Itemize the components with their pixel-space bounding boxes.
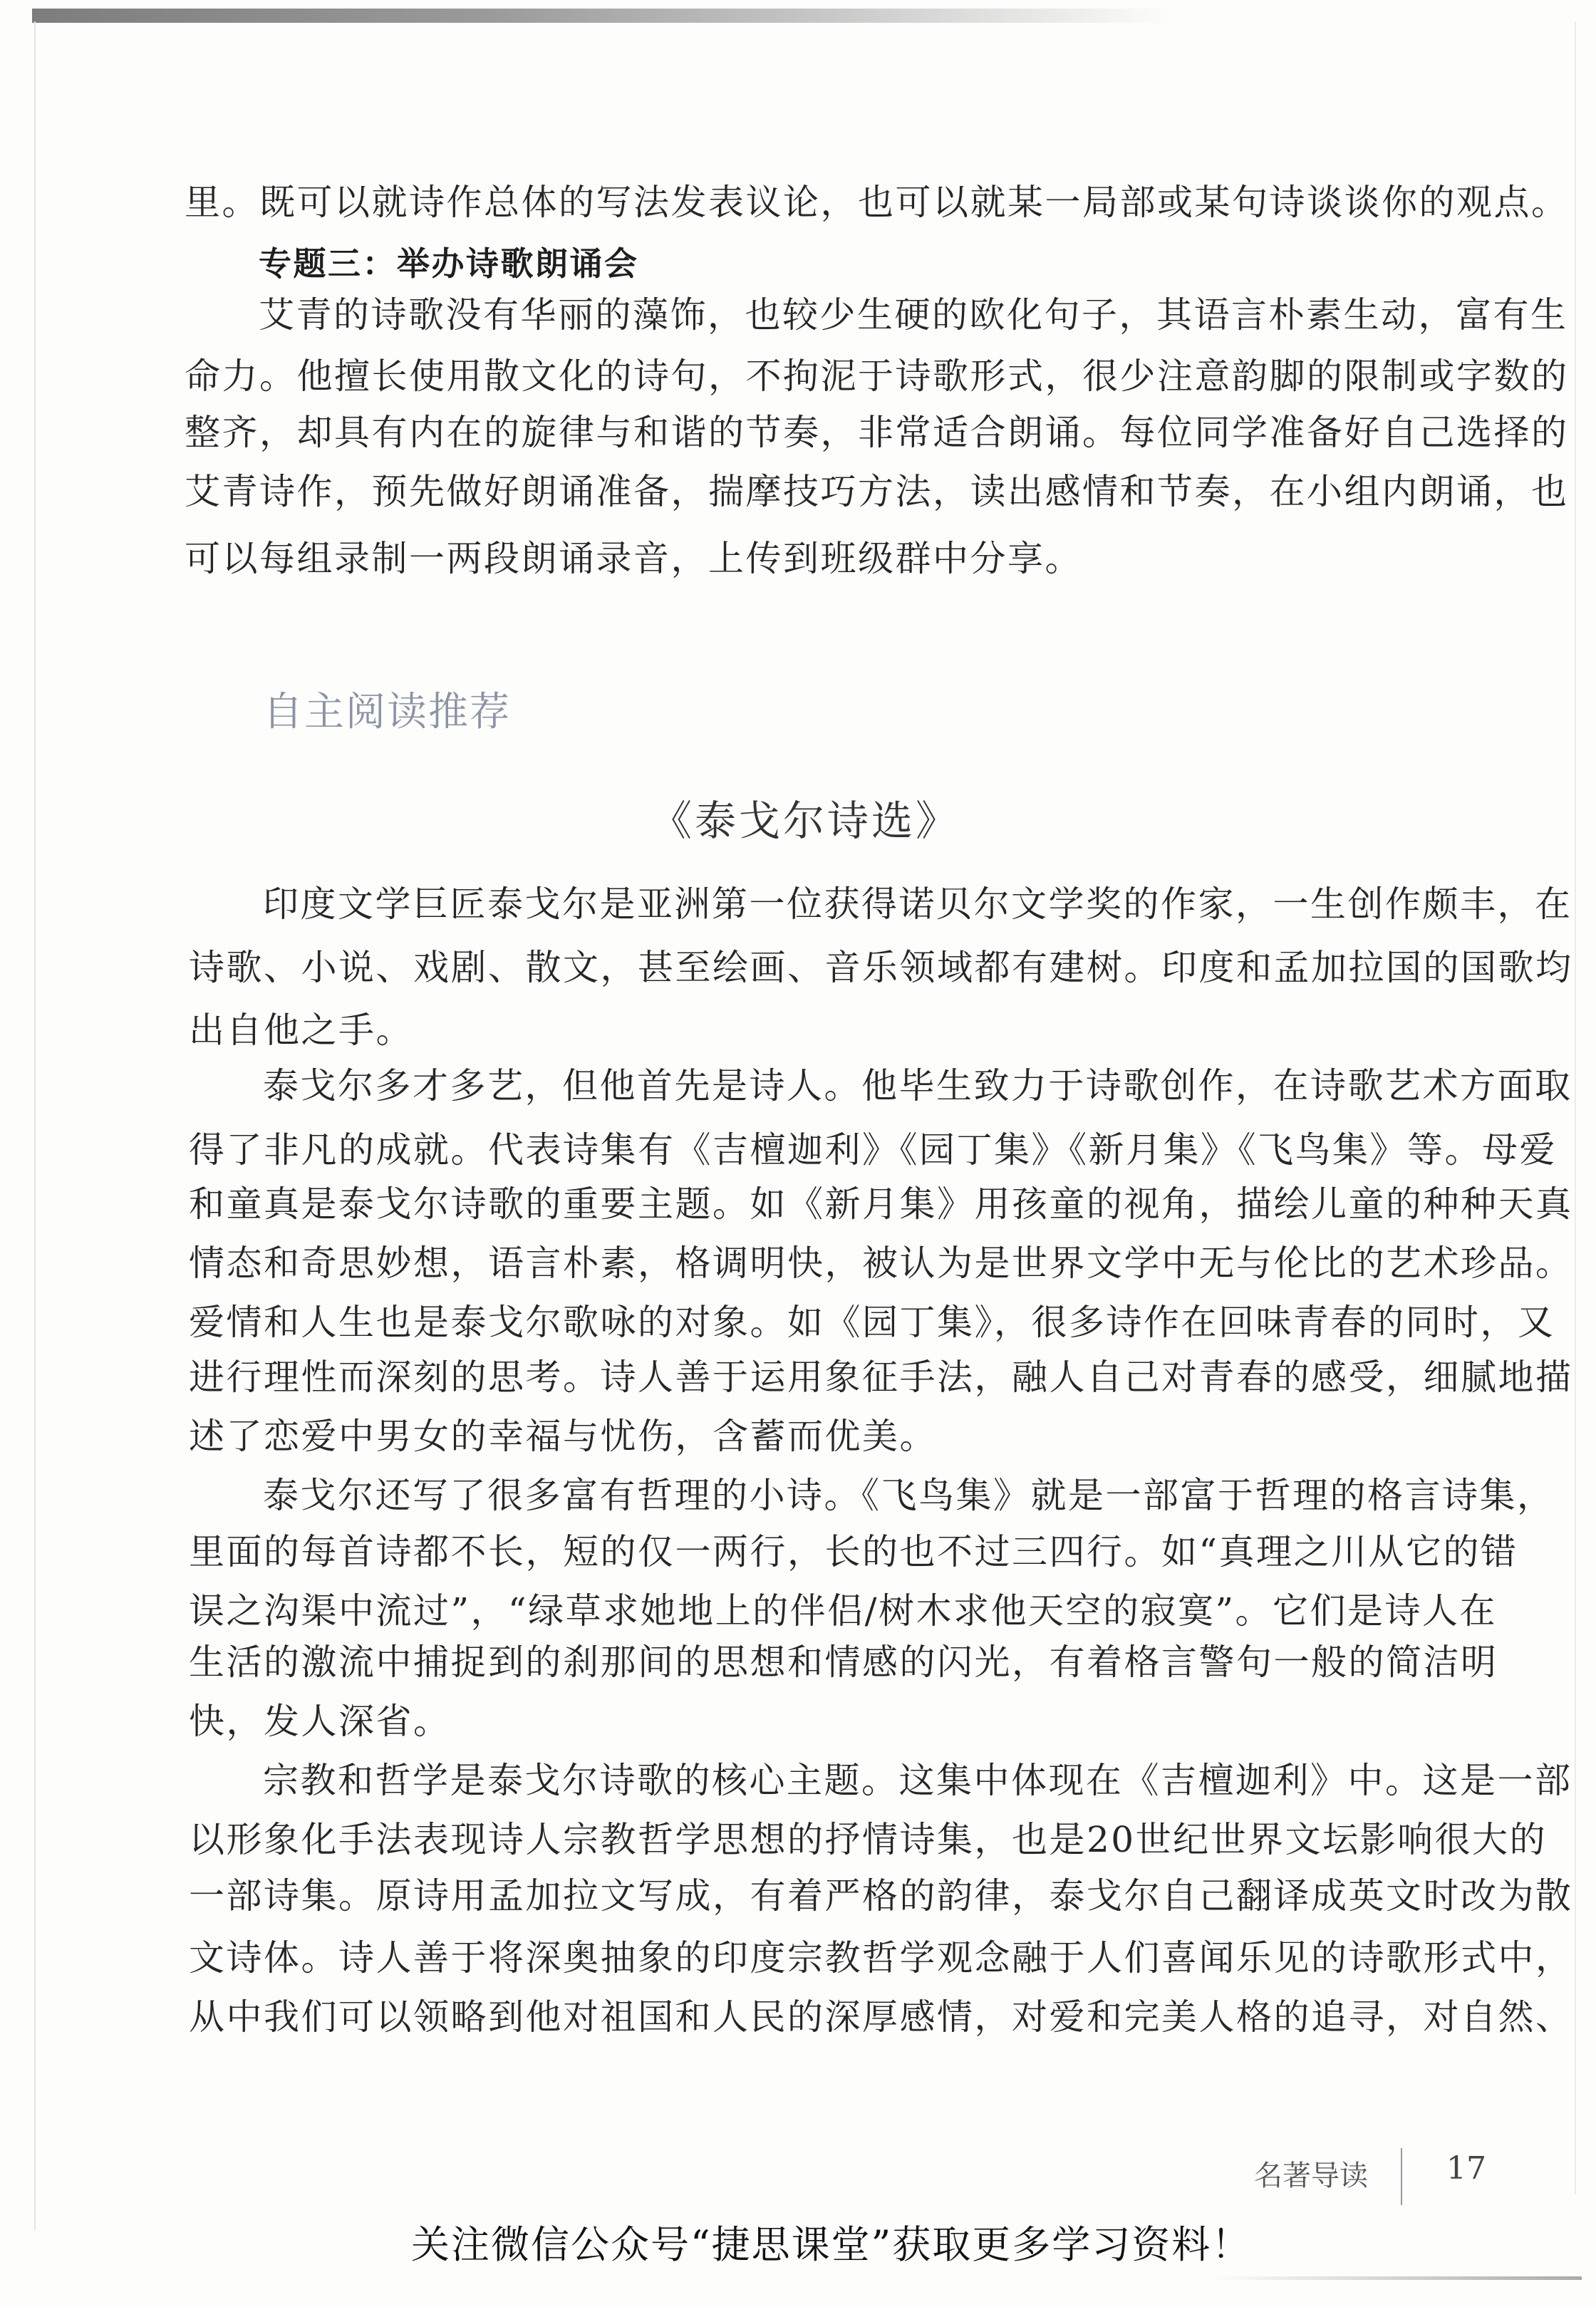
text-line: 艾青诗作，预先做好朗诵准备，揣摩技巧方法，读出感情和节奏，在小组内朗诵，也 (185, 471, 1569, 512)
text-line: 印度文学巨匠泰戈尔是亚洲第一位获得诺贝尔文学奖的作家，一生创作颇丰，在 (263, 883, 1572, 925)
text-line: 进行理性而深刻的思考。诗人善于运用象征手法，融人自己对青春的感受，细腻地描 (189, 1357, 1573, 1398)
footer-section-label: 名著导读 (1254, 2160, 1368, 2192)
page-right-edge (1575, 21, 1576, 2194)
text-line: 里面的每首诗都不长，短的仅一两行，长的也不过三四行。如“真理之川从它的错 (189, 1531, 1518, 1572)
page-number: 17 (1446, 2150, 1486, 2187)
watermark-notice: 关注微信公众号“捷思课堂”获取更多学习资料！ (411, 2222, 1252, 2267)
text-line: 情态和奇思妙想，语言朴素，格调明快，被认为是世界文学中无与伦比的艺术珍品。 (189, 1243, 1573, 1284)
page-left-edge (34, 21, 36, 2230)
text-line: 泰戈尔多才多艺，但他首先是诗人。他毕生致力于诗歌创作，在诗歌艺术方面取 (263, 1065, 1572, 1106)
text-line: 和童真是泰戈尔诗歌的重要主题。如《新月集》用孩童的视角，描绘儿童的种种天真 (189, 1183, 1573, 1225)
text-line: 生活的激流中捕捉到的刹那间的思想和情感的闪光，有着格言警句一般的简洁明 (189, 1642, 1498, 1683)
topic-heading: 专题三：举办诗歌朗诵会 (259, 244, 639, 283)
section-heading: 自主阅读推荐 (263, 689, 511, 735)
text-line: 爱情和人生也是泰戈尔歌咏的对象。如《园丁集》，很多诗作在回味青春的同时，又 (189, 1302, 1555, 1343)
text-line: 以形象化手法表现诗人宗教哲学思想的抒情诗集，也是20世纪世界文坛影响很大的 (189, 1819, 1548, 1860)
book-title: 《泰戈尔诗选》 (650, 797, 960, 845)
text-line: 艾青的诗歌没有华丽的藻饰，也较少生硬的欧化句子，其语言朴素生动，富有生 (259, 294, 1568, 336)
text-line: 整齐，却具有内在的旋律与和谐的节奏，非常适合朗诵。每位同学准备好自己选择的 (185, 412, 1569, 453)
text-line: 出自他之手。 (189, 1010, 413, 1051)
text-line: 一部诗集。原诗用孟加拉文写成，有着严格的韵律，泰戈尔自己翻译成英文时改为散 (189, 1875, 1573, 1917)
text-line: 误之沟渠中流过”，“绿草求她地上的伴侣/树木求他天空的寂寞”。它们是诗人在 (189, 1590, 1498, 1632)
text-line: 文诗体。诗人善于将深奥抽象的印度宗教哲学观念融于人们喜闻乐见的诗歌形式中， (189, 1937, 1573, 1979)
footer-divider (1401, 2148, 1402, 2205)
text-line: 里。既可以就诗作总体的写法发表议论，也可以就某一局部或某句诗谈谈你的观点。 (185, 182, 1569, 223)
text-line: 得了非凡的成就。代表诗集有《吉檀迦利》《园丁集》《新月集》《飞鸟集》等。母爱 (189, 1129, 1557, 1171)
text-line: 宗教和哲学是泰戈尔诗歌的核心主题。这集中体现在《吉檀迦利》中。这是一部 (263, 1760, 1572, 1801)
scan-top-shadow (32, 9, 1172, 23)
text-line: 泰戈尔还写了很多富有哲理的小诗。《飞鸟集》就是一部富于哲理的格言诗集， (263, 1475, 1555, 1516)
text-line: 命力。他擅长使用散文化的诗句，不拘泥于诗歌形式，很少注意韵脚的限制或字数的 (185, 356, 1569, 397)
text-line: 从中我们可以领略到他对祖国和人民的深厚感情，对爱和完美人格的追寻，对自然、 (189, 1996, 1573, 2038)
scan-bottom-shadow (1211, 2276, 1582, 2280)
text-line: 可以每组录制一两段朗诵录音，上传到班级群中分享。 (185, 538, 1082, 579)
text-line: 诗歌、小说、戏剧、散文，甚至绘画、音乐领域都有建树。印度和孟加拉国的国歌均 (189, 947, 1573, 988)
text-line: 述了恋爱中男女的幸福与忧伤，含蓄而优美。 (189, 1416, 937, 1457)
text-line: 快，发人深省。 (189, 1701, 451, 1742)
